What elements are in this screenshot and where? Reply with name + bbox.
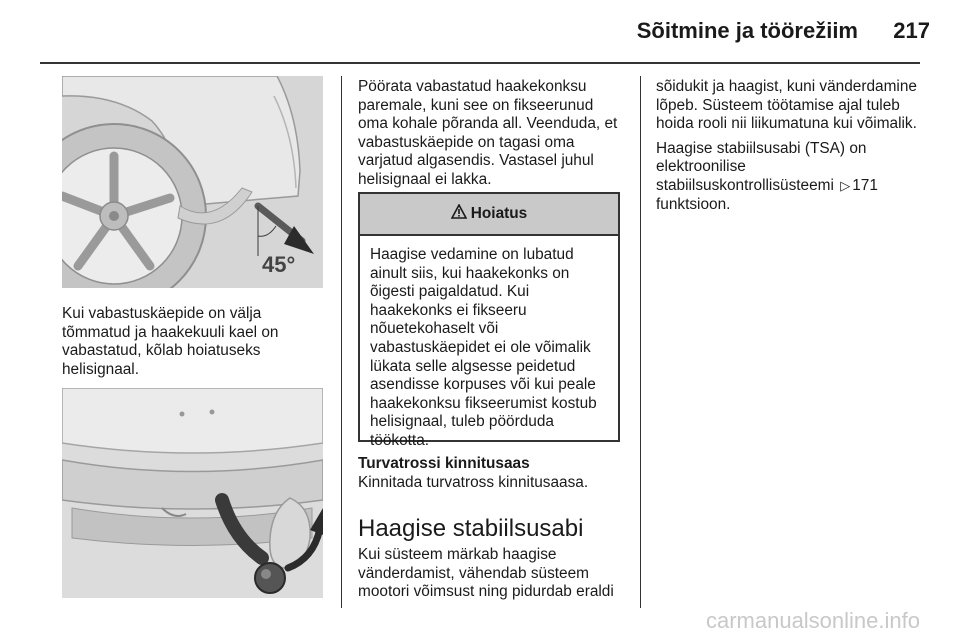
warning-body: Haagise vedamine on lubatud ainult siis, kui haakekonks on õigesti paigaldatud. Kui haakekonks ei fikseeru nõuetekohaselt või vabastuskäepidet ei ole võimalik lükata selle algsesse peidetud asendisse korpuses või kui peale haakekonksu fikseerumist kostub helisignaal, tuleb pöörduda töökotta.	[370, 246, 597, 449]
figure-tow-hook-drawing	[62, 388, 323, 598]
page-number: 217	[893, 18, 930, 43]
section-title: Haagise stabiilsusabi	[358, 515, 584, 543]
tsa-text-end: funktsioon.	[656, 195, 731, 213]
figure-caption: Kui vabastuskäepide on välja tõmmatud ja haakekuuli kael on vabastatud, kõlab hoiatuseks helisignaal.	[62, 305, 279, 378]
tsa-paragraph	[656, 140, 918, 214]
header-rule	[40, 62, 920, 64]
warning-triangle-icon	[451, 204, 467, 224]
watermark: carmanualsonline.info	[705, 608, 920, 633]
continuation-paragraph: sõidukit ja haagist, kuni vänderdamine lõpeb. Süsteem töötamise ajal tuleb hoida rooli nii liikumatuna kui võimalik.	[656, 78, 917, 133]
page-reference-icon[interactable]: ▷	[840, 177, 851, 193]
tsa-text: Haagise stabiilsusabi (TSA) on elektroonilise stabiilsuskontrollisüsteemi	[656, 139, 867, 194]
intro-paragraph: Pöörata vabastatud haakekonksu paremale, kuni see on fikseerunud oma kohale põranda all. Veenduda, et vabastuskäepide on tagasi oma varjatud algasendis. Vastasel juhul helisignaal ei lakka.	[358, 78, 618, 188]
column-divider-right	[640, 76, 641, 608]
subheading: Turvatrossi kinnitusaas	[358, 455, 530, 472]
warning-header	[360, 194, 618, 236]
figure-release-handle	[62, 76, 323, 288]
middle-column-lower	[358, 455, 628, 602]
angle-label: 45°	[262, 252, 296, 277]
tsa-ref-page[interactable]: 171	[852, 176, 878, 194]
column-divider-left	[341, 76, 342, 608]
middle-column-intro	[358, 78, 626, 190]
section-text: Kui süsteem märkab haagise vänderdamist, vähendab süsteem mootori võimsust ning pidurdab eraldi	[358, 546, 614, 601]
warning-box	[358, 192, 620, 449]
right-column	[656, 78, 918, 214]
figure-tow-hook	[62, 388, 323, 598]
warning-title: Hoiatus	[470, 205, 528, 222]
page-header-title: Sõitmine ja töörežiim	[636, 18, 858, 43]
left-column	[62, 305, 334, 379]
subheading-text: Kinnitada turvatross kinnitusaasa.	[358, 473, 589, 491]
